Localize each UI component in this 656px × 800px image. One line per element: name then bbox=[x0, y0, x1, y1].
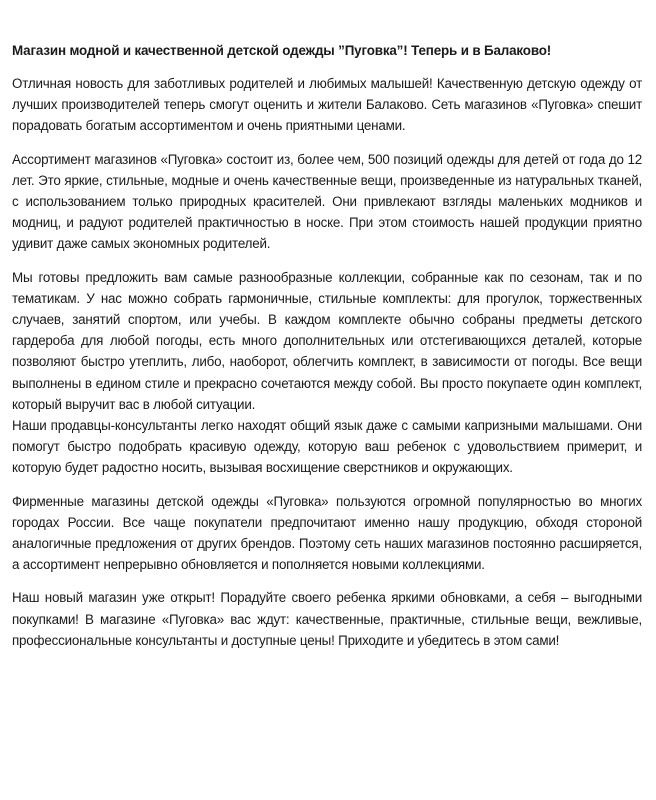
document-body bbox=[12, 40, 642, 663]
document-title: Магазин модной и качественной детской одежды ”Пуговка”! Теперь и в Балаково! bbox=[12, 43, 552, 58]
paragraph-call-to-action: Наш новый магазин уже открыт! Порадуйте своего ребенка яркими обновками, а себя – выгодными покупками! В магазине «Пуговка» вас ждут: качественные, практичные, стильные вещи, вежливые, профессиональные консультанты и доступные цены! Приходите и убедитесь в этом сами! bbox=[12, 590, 642, 648]
paragraph-assortment: Ассортимент магазинов «Пуговка» состоит из, более чем, 500 позиций одежды для детей от года до 12 лет. Это яркие, стильные, модные и очень качественные вещи, произведенные из натуральных тканей, с использованием только природных красителей. Они привлекают взгляды маленьких модников и модниц, и радуют родителей практичностью в носке. При этом стоимость нашей продукции приятно удивит даже самых экономных родителей. bbox=[12, 151, 642, 252]
paragraph-consultants: Наши продавцы-консультанты легко находят общий язык даже с самыми капризными малышами. Они помогут быстро подобрать красивую одежду, которую ваш ребенок с удовольствием примерит, и которую будет радостно носить, вызывая восхищение сверстников и окружающих. bbox=[12, 418, 642, 476]
paragraph-collections: Мы готовы предложить вам самые разнообразные коллекции, собранные как по сезонам, так и по тематикам. У нас можно собрать гармоничные, стильные комплекты: для прогулок, торжественных случаев, занятий спортом, или учебы. В каждом комплекте обычно собраны предметы детского гардероба для любой погоды, есть много дополнительных или отстегивающихся деталей, которые позволяют быстро утеплить, либо, наоборот, облегчить комплект, в зависимости от погоды. Все вещи выполнены в едином стиле и прекрасно сочетаются между собой. Вы просто покупаете один комплект, который выручит вас в любой ситуации. bbox=[12, 269, 642, 412]
paragraph-popularity: Фирменные магазины детской одежды «Пуговка» пользуются огромной популярностью во многих городах России. Все чаще покупатели предпочитают именно нашу продукцию, обходя стороной аналогичные предложения от других брендов. Поэтому сеть наших магазинов постоянно расширяется, а ассортимент непрерывно обновляется и пополняется новыми коллекциями. bbox=[12, 493, 642, 573]
paragraph-intro: Отличная новость для заботливых родителей и любимых малышей! Качественную детскую одежду от лучших производителей теперь смогут оценить и жители Балаково. Сеть магазинов «Пуговка» спешит порадовать богатым ассортиментом и очень приятными ценами. bbox=[12, 76, 642, 134]
